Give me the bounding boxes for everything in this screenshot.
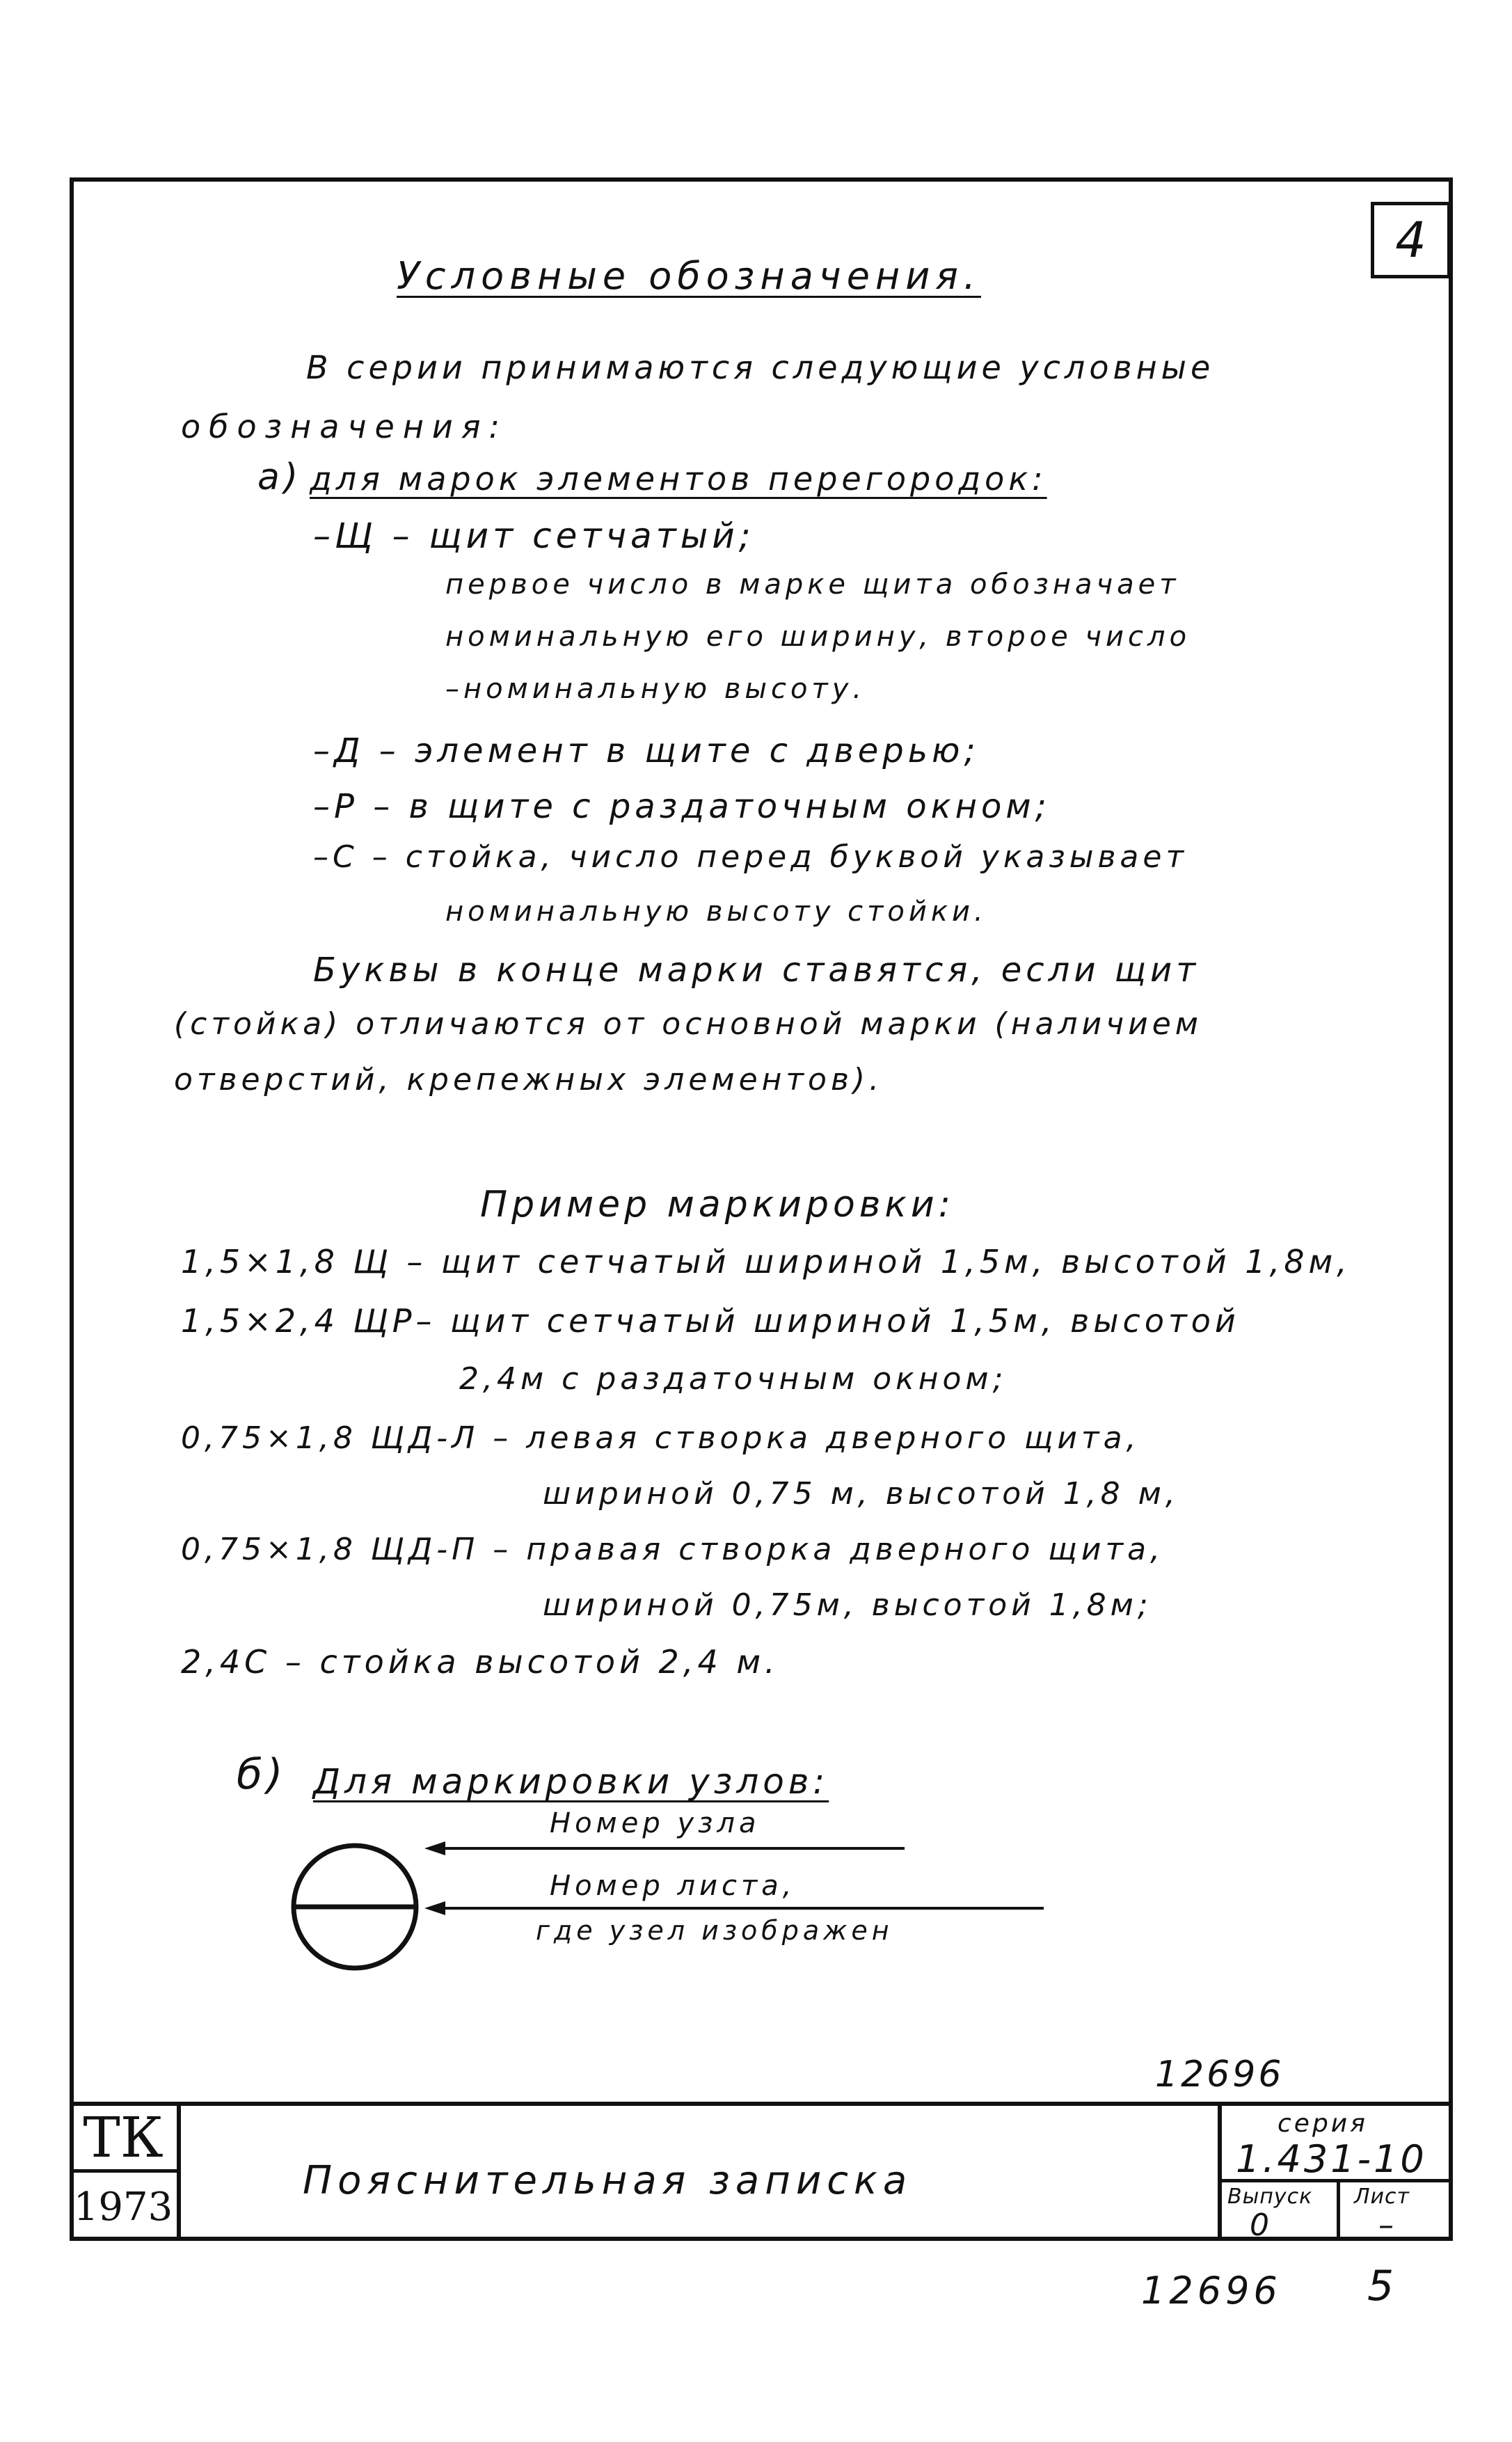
tk-year: 1973 (73, 2184, 173, 2230)
section-a-item-5: –Д – элемент в щите с дверью; (313, 731, 980, 770)
footer-page-number: 5 (1367, 2262, 1399, 2310)
arrow-line-top (431, 1847, 905, 1850)
example-line-1: 1,5×1,8 Щ – щит сетчатый шириной 1,5м, высотой 1,8м, (181, 1243, 1351, 1281)
title-block (70, 2102, 1453, 2241)
sheet-cell (1340, 2182, 1449, 2241)
footer-document-number: 12696 (1141, 2269, 1282, 2313)
issue-value: 0 (1250, 2207, 1273, 2243)
sheet-value: – (1378, 2207, 1398, 2243)
section-a-item-3: номинальную его ширину, второе число (445, 621, 1191, 653)
arrow-line-bottom (431, 1907, 1044, 1910)
example-line-2: 1,5×2,4 ЩР– щит сетчатый шириной 1,5м, высотой (181, 1302, 1240, 1340)
example-heading: Пример маркировки: (480, 1184, 955, 1226)
document-number-upper: 12696 (1155, 2054, 1284, 2095)
example-line-8: 2,4С – стойка высотой 2,4 м. (181, 1643, 779, 1681)
legend-where-shown: где узел изображен (536, 1915, 893, 1946)
series-value: 1.431-10 (1236, 2137, 1427, 2181)
tk-cell (70, 2106, 181, 2241)
example-line-5: шириной 0,75 м, высотой 1,8 м, (543, 1476, 1179, 1512)
node-marker-circle-icon (285, 1837, 424, 1976)
series-block (1218, 2106, 1449, 2241)
series-label: серия (1278, 2109, 1368, 2138)
section-b-label: б) (237, 1750, 287, 1799)
note-line-3: отверстий, крепежных элементов). (174, 1062, 884, 1097)
note-line-1: Буквы в конце марки ставятся, если щит (313, 951, 1200, 990)
page-title: Условные обозначения. (397, 254, 981, 298)
tk-label: ТК (70, 2106, 177, 2173)
intro-line-1: В серии принимаются следующие условные (306, 349, 1215, 386)
example-line-3: 2,4м с раздаточным окном; (459, 1361, 1008, 1397)
page-number-box (1371, 202, 1451, 278)
section-b-heading: Для маркировки узлов: (313, 1761, 829, 1802)
section-a-label: а) (257, 457, 303, 498)
section-a-item-1: –Щ – щит сетчатый; (313, 516, 755, 556)
section-a-heading: для марок элементов перегородок: (310, 460, 1047, 498)
intro-line-2: обозначения: (181, 408, 508, 445)
page-number: 4 (1395, 212, 1426, 269)
document-title: Пояснительная записка (303, 2158, 913, 2203)
sheet-label: Лист (1354, 2185, 1410, 2209)
legend-sheet-number: Номер листа, (550, 1870, 796, 1902)
example-line-4: 0,75×1,8 ЩД-Л – левая створка дверного щита, (181, 1420, 1140, 1456)
issue-cell (1222, 2182, 1340, 2241)
section-a-item-4: –номинальную высоту. (445, 673, 866, 705)
section-a-item-2: первое число в марке щита обозначает (445, 569, 1180, 601)
example-line-6: 0,75×1,8 ЩД-П – правая створка дверного щита, (181, 1532, 1165, 1567)
section-a-item-6: –Р – в щите с раздаточным окном; (313, 787, 1051, 826)
legend-node-number: Номер узла (550, 1807, 761, 1839)
series-cell (1222, 2106, 1449, 2182)
section-a-item-7: –С – стойка, число перед буквой указывает (313, 839, 1188, 875)
issue-label: Выпуск (1227, 2185, 1313, 2209)
example-line-7: шириной 0,75м, высотой 1,8м; (543, 1587, 1152, 1623)
note-line-2: (стойка) отличаются от основной марки (наличием (174, 1006, 1202, 1042)
section-a-item-8: номинальную высоту стойки. (445, 896, 987, 928)
